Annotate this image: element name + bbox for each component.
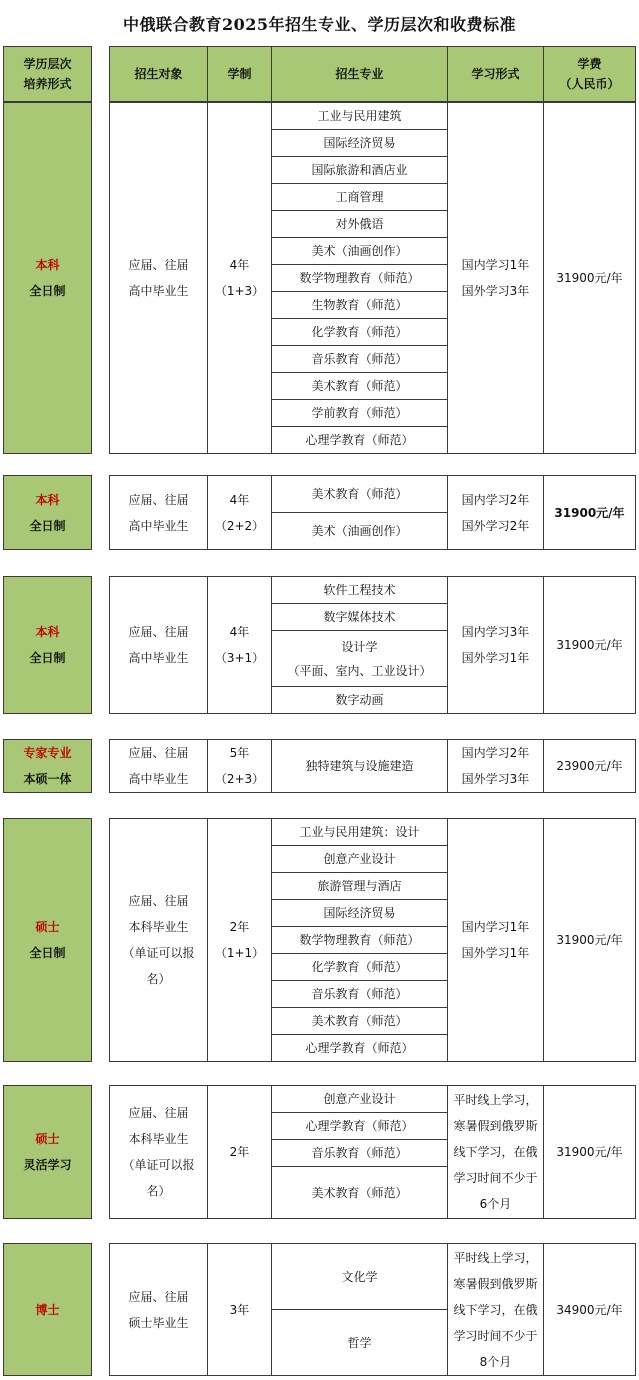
major-cell: 生物教育（师范） [272,292,448,319]
gap-cell [92,1086,110,1219]
header-duration: 学制 [208,47,272,102]
mode-cell: 国内学习1年 国外学习3年 [448,103,544,454]
fee-cell: 31900元/年 [544,1086,636,1219]
major-cell: 心理学教育（师范） [272,1035,448,1062]
table-row [4,1244,636,1310]
major-cell: 心理学教育（师范） [272,427,448,454]
duration-cell: 3年 [208,1244,272,1376]
fee-cell: 31900元/年 [544,103,636,454]
header-mode: 学习形式 [448,47,544,102]
major-cell: 美术教育（师范） [272,1167,448,1219]
level-label: 专家专业 [23,746,72,760]
duration-cell: 5年 （2+3） [208,740,272,793]
level-cell [4,103,92,454]
major-cell: 美术教育（师范） [272,1008,448,1035]
major-cell: 国际经济贸易 [272,900,448,927]
major-cell: 设计学 （平面、室内、工业设计） [272,631,448,687]
major-cell: 国际经济贸易 [272,130,448,157]
mode-cell: 平时线上学习， 寒暑假到俄罗斯 线下学习，在俄 学习时间不少于 6个月 [448,1086,544,1219]
target-cell: 应届、往届 高中毕业生 [110,577,208,714]
header-level: 学历层次 培养形式 [4,47,92,102]
level-cell [4,577,92,714]
major-cell: 美术（油画创作） [272,238,448,265]
fee-cell: 34900元/年 [544,1244,636,1376]
section-table [3,102,636,454]
header-gap [92,47,110,102]
major-cell: 化学教育（师范） [272,954,448,981]
form-label: 全日制 [29,651,66,665]
fee-cell: 23900元/年 [544,740,636,793]
section-table [3,475,636,550]
level-cell [4,1244,92,1376]
major-cell: 数字媒体技术 [272,604,448,631]
page-title: 中俄联合教育2025年招生专业、学历层次和收费标准 [122,15,517,34]
major-cell: 数学物理教育（师范） [272,265,448,292]
section-table [3,1085,636,1219]
level-cell [4,1086,92,1219]
level-label: 本科 [35,625,60,639]
fee-cell: 31900元/年 [544,577,636,714]
major-cell: 音乐教育（师范） [272,1140,448,1167]
gap-cell [92,577,110,714]
gap-cell [92,819,110,1062]
gap-cell [92,1244,110,1376]
duration-cell: 4年 （2+2） [208,476,272,550]
form-label: 灵活学习 [23,1158,72,1172]
table-row [4,476,636,513]
section-table [3,576,636,714]
fee-cell: 31900元/年 [544,476,636,550]
table-row [4,1086,636,1113]
section-table [3,739,636,793]
major-cell: 对外俄语 [272,211,448,238]
major-cell: 数字动画 [272,687,448,714]
major-cell: 数学物理教育（师范） [272,927,448,954]
table-row [4,819,636,846]
major-cell: 创意产业设计 [272,846,448,873]
duration-cell: 4年 （1+3） [208,103,272,454]
table-header [3,46,636,102]
section-table [3,818,636,1062]
major-cell: 工业与民用建筑 [272,103,448,130]
header-majors: 招生专业 [272,47,448,102]
major-cell: 国际旅游和酒店业 [272,157,448,184]
target-cell: 应届、往届 高中毕业生 [110,476,208,550]
level-label: 博士 [35,1302,60,1317]
major-cell: 软件工程技术 [272,577,448,604]
major-cell: 哲学 [272,1310,448,1376]
major-cell: 工业与民用建筑：设计 [272,819,448,846]
duration-cell: 2年 [208,1086,272,1219]
mode-cell: 国内学习2年 国外学习2年 [448,476,544,550]
major-cell: 美术教育（师范） [272,476,448,513]
target-cell: 应届、往届 高中毕业生 [110,740,208,793]
mode-cell: 国内学习1年 国外学习1年 [448,819,544,1062]
level-cell [4,819,92,1062]
form-label: 全日制 [29,518,66,533]
major-cell: 音乐教育（师范） [272,346,448,373]
header-target: 招生对象 [110,47,208,102]
major-cell: 心理学教育（师范） [272,1113,448,1140]
target-cell: 应届、往届 本科毕业生 （单证可以报 名） [110,1086,208,1219]
mode-cell: 平时线上学习， 寒暑假到俄罗斯 线下学习，在俄 学习时间不少于 8个月 [448,1244,544,1376]
level-label: 本科 [35,258,60,272]
level-label: 硕士 [35,1132,60,1146]
major-cell: 创意产业设计 [272,1086,448,1113]
target-cell: 应届、往届 本科毕业生 （单证可以报 名） [110,819,208,1062]
mode-cell: 国内学习3年 国外学习1年 [448,577,544,714]
major-cell: 文化学 [272,1244,448,1310]
level-label: 硕士 [35,920,60,934]
section-table [3,1243,636,1376]
table-row [4,103,636,130]
table-row [4,740,636,793]
major-cell: 化学教育（师范） [272,319,448,346]
major-cell: 音乐教育（师范） [272,981,448,1008]
duration-cell: 2年 （1+1） [208,819,272,1062]
header-fee: 学费 （人民币） [544,47,636,102]
major-cell: 美术教育（师范） [272,373,448,400]
major-cell: 旅游管理与酒店 [272,873,448,900]
form-label: 本硕一体 [23,772,72,786]
form-label: 全日制 [29,946,66,960]
major-cell: 工商管理 [272,184,448,211]
form-label: 全日制 [29,284,66,298]
mode-cell: 国内学习2年 国外学习3年 [448,740,544,793]
duration-cell: 4年 （3+1） [208,577,272,714]
target-cell: 应届、往届 高中毕业生 [110,103,208,454]
gap-cell [92,103,110,454]
level-cell [4,740,92,793]
fee-cell: 31900元/年 [544,819,636,1062]
gap-cell [92,476,110,550]
major-cell: 美术（油画创作） [272,513,448,550]
major-cell: 独特建筑与设施建造 [272,740,448,793]
level-cell [4,476,92,550]
target-cell: 应届、往届 硕士毕业生 [110,1244,208,1376]
gap-cell [92,740,110,793]
table-row [4,577,636,604]
level-label: 本科 [35,492,60,507]
major-cell: 学前教育（师范） [272,400,448,427]
